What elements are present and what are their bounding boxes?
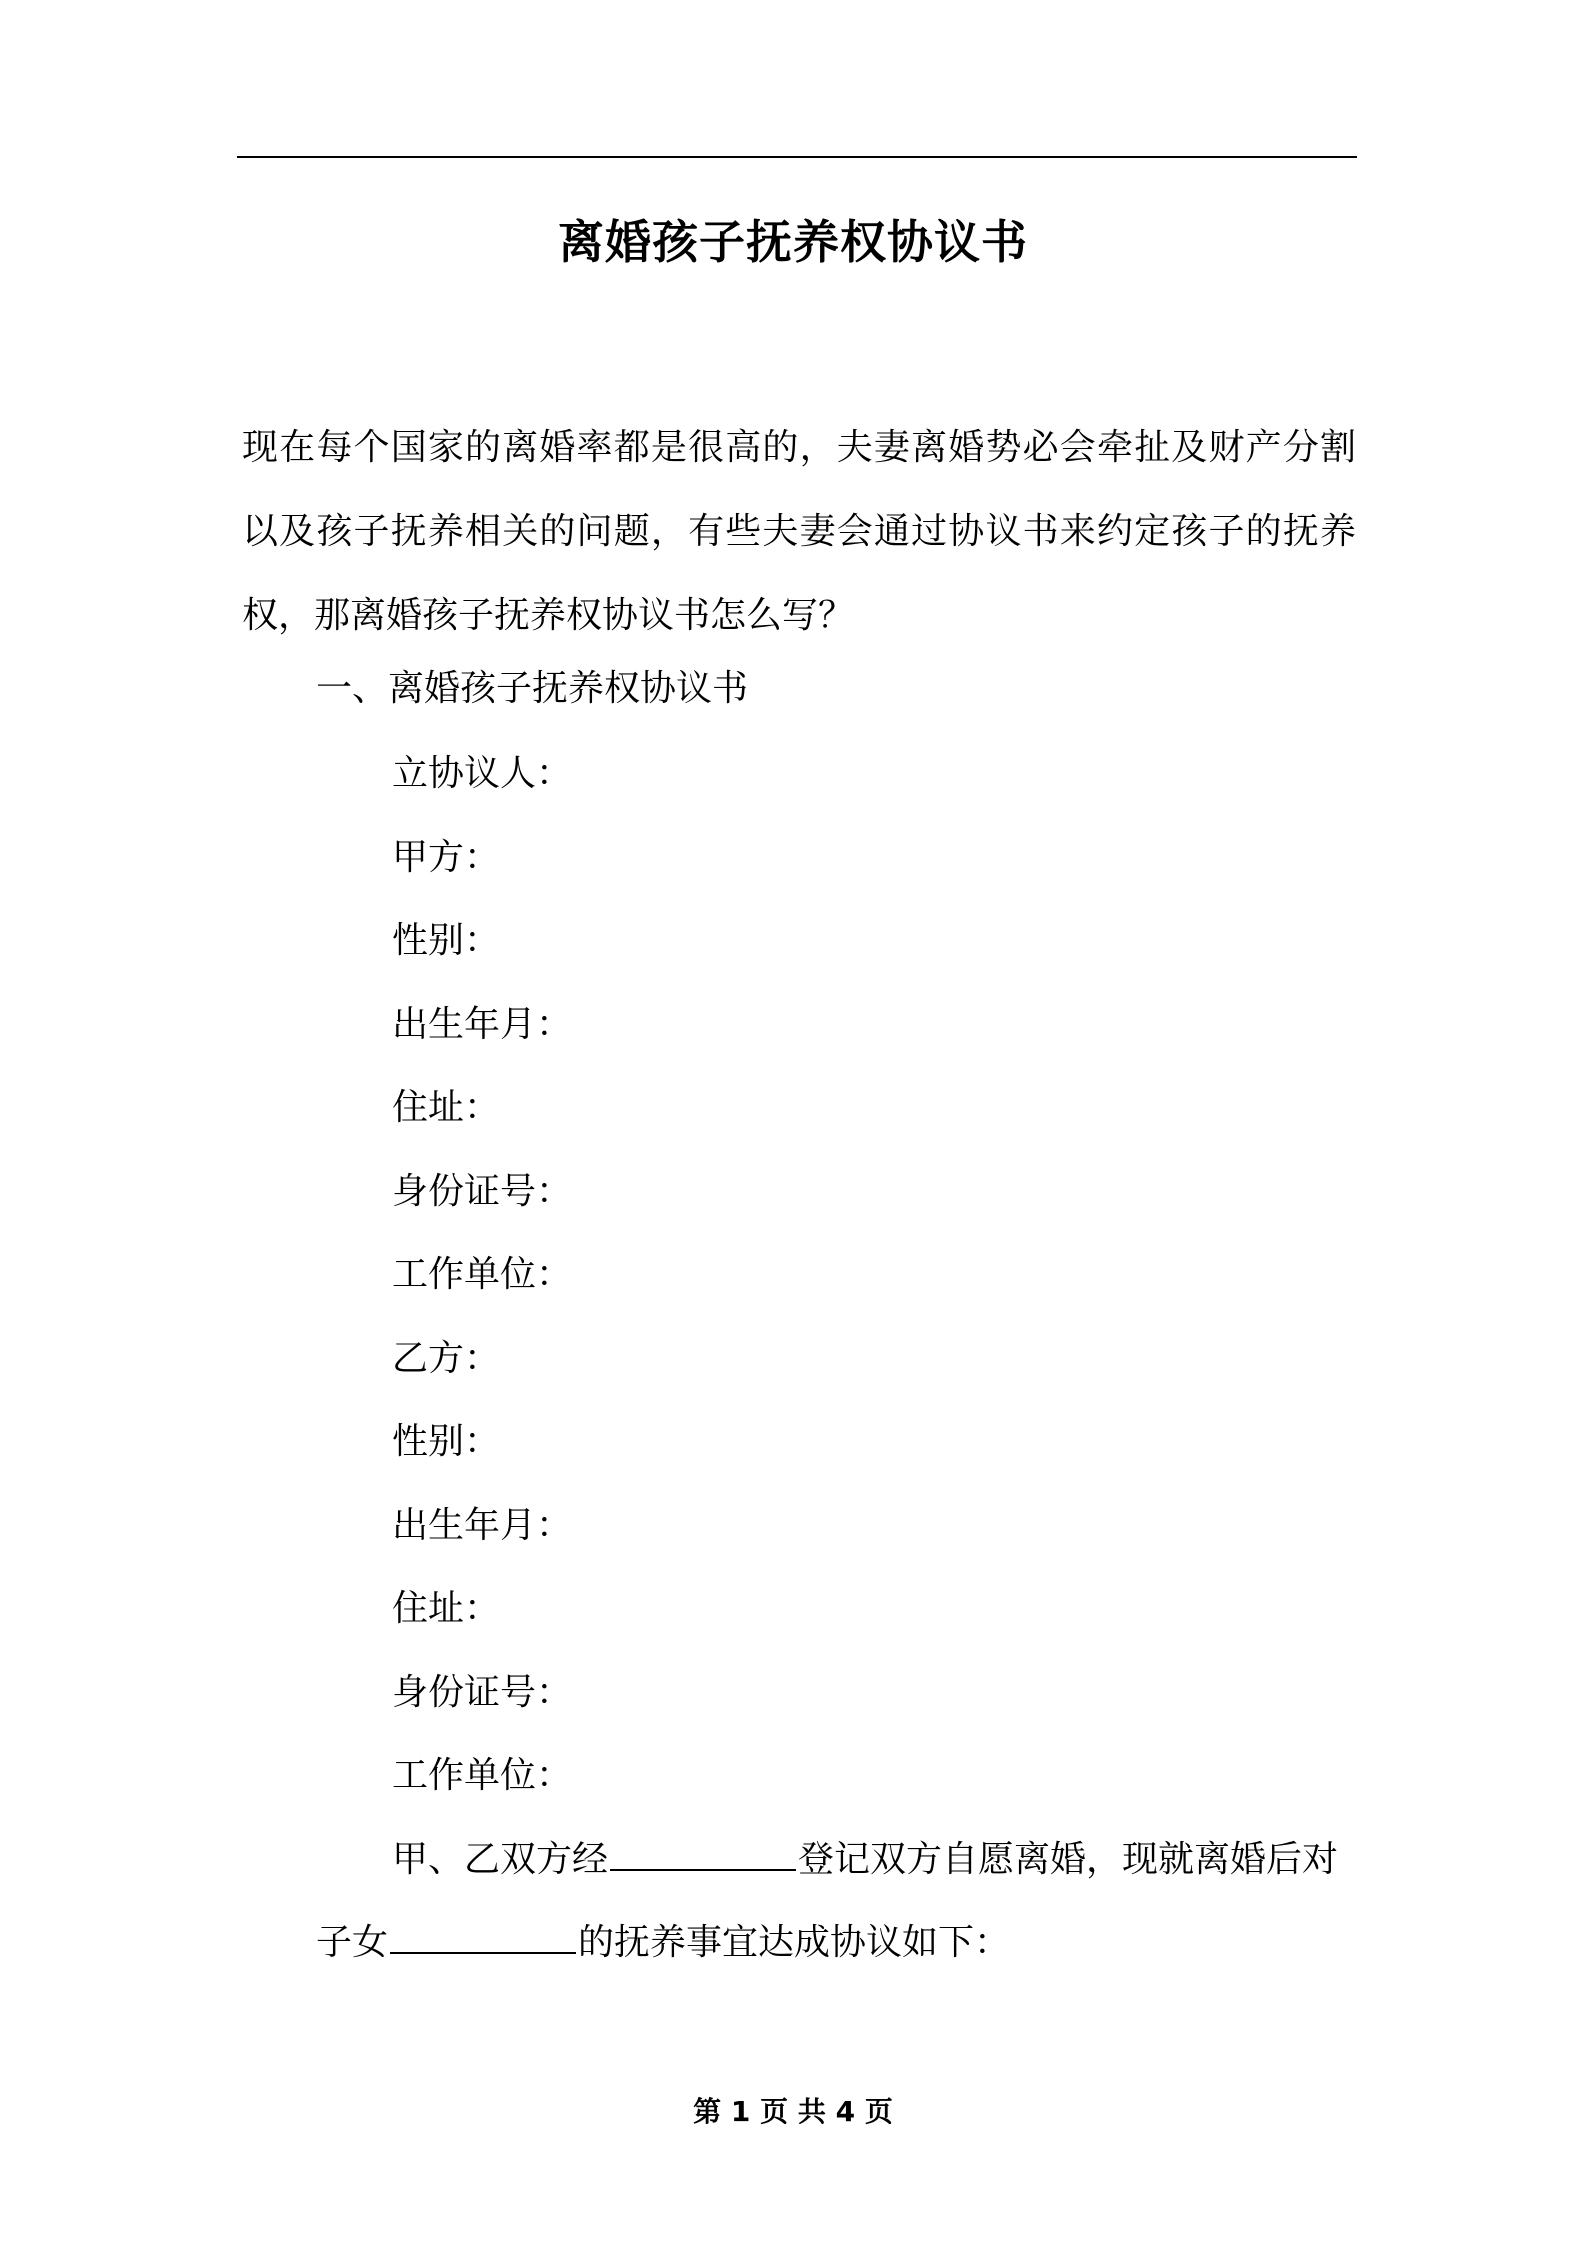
- agreement-line-2-end: 的抚养事宜达成协议如下：: [578, 1922, 1011, 1963]
- agreement-line-1-end: 登记双方自愿离婚，现就离婚后对: [798, 1839, 1339, 1880]
- document-title: 离婚孩子抚养权协议书: [558, 215, 1028, 269]
- party-a-gender-field: 性别：: [392, 920, 501, 961]
- agreement-line-2: [316, 1918, 1010, 1968]
- intro-paragraph: 现在每个国家的离婚率都是很高的，夫妻离婚势必会牵扯及财产分割以及孩子抚养相关的问题，有些夫妻会通过协议书来约定孩子的抚养权，那离婚孩子抚养权协议书怎么写？: [242, 427, 1356, 636]
- party-b-employer-field: 工作单位：: [392, 1755, 573, 1796]
- party-a-birth-field: 出生年月：: [392, 1004, 573, 1045]
- header-rule: [237, 156, 1357, 158]
- party-a-label: 甲方：: [392, 837, 501, 878]
- agreement-line-1-start: 甲、乙双方经: [392, 1839, 609, 1880]
- party-b-address-field: 住址：: [392, 1588, 501, 1629]
- party-a-employer-field: 工作单位：: [392, 1254, 573, 1295]
- registration-place-blank: [610, 1835, 796, 1871]
- party-a-id-field: 身份证号：: [392, 1171, 573, 1212]
- agreement-line-1: [392, 1835, 1338, 1885]
- parties-label: 立协议人：: [392, 753, 573, 794]
- party-b-birth-field: 出生年月：: [392, 1505, 573, 1546]
- page-number-footer: 第 1 页 共 4 页: [693, 2095, 893, 2128]
- agreement-line-2-start: 子女: [316, 1922, 389, 1963]
- child-name-blank: [390, 1918, 576, 1954]
- party-b-gender-field: 性别：: [392, 1421, 501, 1462]
- section-heading: 一、离婚孩子抚养权协议书: [316, 668, 749, 709]
- party-b-id-field: 身份证号：: [392, 1672, 573, 1713]
- party-b-label: 乙方：: [392, 1338, 501, 1379]
- party-a-address-field: 住址：: [392, 1087, 501, 1128]
